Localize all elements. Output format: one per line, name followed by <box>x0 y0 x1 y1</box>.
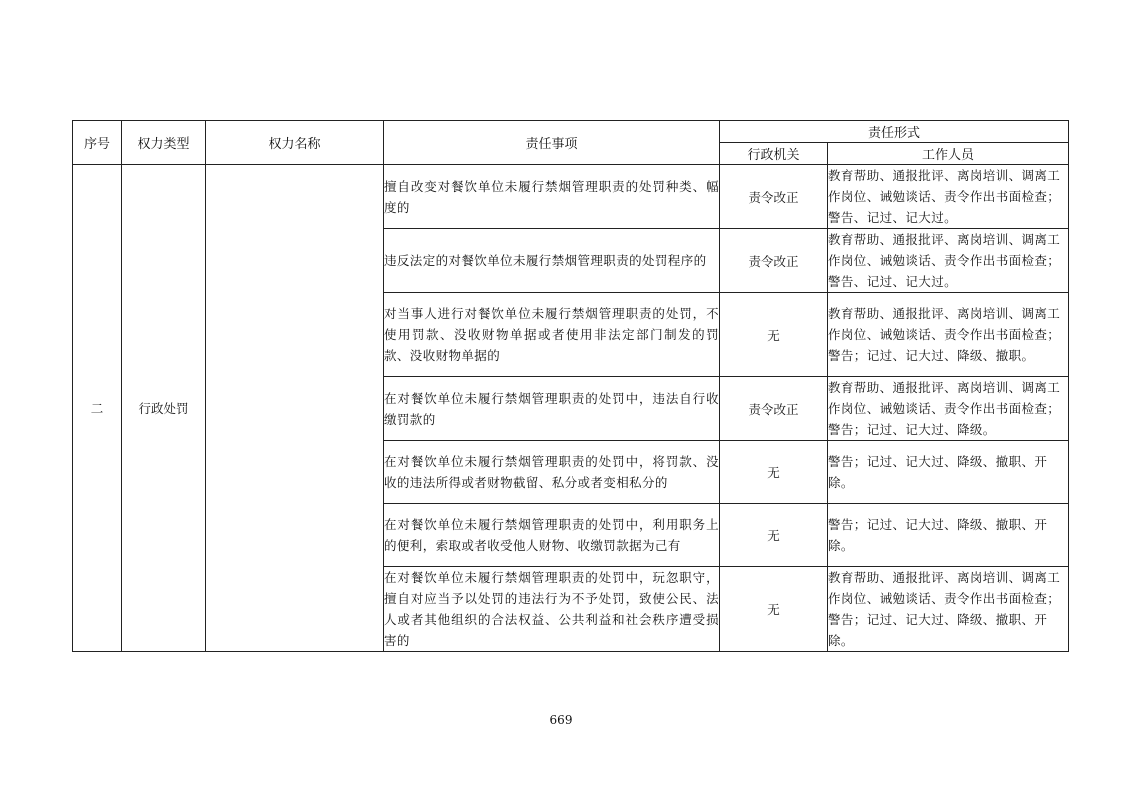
header-matters: 责任事项 <box>384 121 720 165</box>
matter-cell: 对当事人进行对餐饮单位未履行禁烟管理职责的处罚，不使用罚款、没收财物单据或者使用非法定部门制发的罚款、没收财物单据的 <box>384 293 720 377</box>
people-cell: 警告；记过、记大过、降级、撤职、开除。 <box>828 441 1069 504</box>
matter-cell: 在对餐饮单位未履行禁烟管理职责的处罚中，将罚款、没收的违法所得或者财物截留、私分或者变相私分的 <box>384 441 720 504</box>
org-cell: 责令改正 <box>720 377 828 441</box>
matter-cell: 在对餐饮单位未履行禁烟管理职责的处罚中，违法自行收缴罚款的 <box>384 377 720 441</box>
people-cell: 教育帮助、通报批评、离岗培训、调离工作岗位、诫勉谈话、责令作出书面检查；警告、记过、记大过。 <box>828 165 1069 229</box>
people-cell: 教育帮助、通报批评、离岗培训、调离工作岗位、诫勉谈话、责令作出书面检查；警告；记过、记大过、降级、撤职、开除。 <box>828 567 1069 652</box>
header-row-1 <box>73 121 1069 143</box>
responsibility-table <box>72 120 1069 652</box>
org-cell: 责令改正 <box>720 229 828 293</box>
people-cell: 警告；记过、记大过、降级、撤职、开除。 <box>828 504 1069 567</box>
power-type-cell: 行政处罚 <box>122 165 206 652</box>
org-cell: 无 <box>720 504 828 567</box>
seq-cell: 二 <box>73 165 122 652</box>
org-cell: 责令改正 <box>720 165 828 229</box>
header-form: 责任形式 <box>720 121 1069 143</box>
org-cell: 无 <box>720 567 828 652</box>
org-cell: 无 <box>720 441 828 504</box>
header-org: 行政机关 <box>720 143 828 165</box>
power-name-cell <box>206 165 384 652</box>
header-seq: 序号 <box>73 121 122 165</box>
org-cell: 无 <box>720 293 828 377</box>
matter-cell: 在对餐饮单位未履行禁烟管理职责的处罚中，玩忽职守，擅自对应当予以处罚的违法行为不予处罚，致使公民、法人或者其他组织的合法权益、公共利益和社会秩序遭受损害的 <box>384 567 720 652</box>
header-power-type: 权力类型 <box>122 121 206 165</box>
people-cell: 教育帮助、通报批评、离岗培训、调离工作岗位、诫勉谈话、责令作出书面检查；警告；记过、记大过、降级。 <box>828 377 1069 441</box>
header-power-name: 权力名称 <box>206 121 384 165</box>
people-cell: 教育帮助、通报批评、离岗培训、调离工作岗位、诫勉谈话、责令作出书面检查；警告；记过、记大过、降级、撤职。 <box>828 293 1069 377</box>
table-row <box>73 165 1069 229</box>
people-cell: 教育帮助、通报批评、离岗培训、调离工作岗位、诫勉谈话、责令作出书面检查；警告、记过、记大过。 <box>828 229 1069 293</box>
page-number: 669 <box>549 713 573 727</box>
header-people: 工作人员 <box>828 143 1069 165</box>
matter-cell: 违反法定的对餐饮单位未履行禁烟管理职责的处罚程序的 <box>384 229 720 293</box>
matter-cell: 在对餐饮单位未履行禁烟管理职责的处罚中，利用职务上的便利，索取或者收受他人财物、收缴罚款据为己有 <box>384 504 720 567</box>
matter-cell: 擅自改变对餐饮单位未履行禁烟管理职责的处罚种类、幅度的 <box>384 165 720 229</box>
